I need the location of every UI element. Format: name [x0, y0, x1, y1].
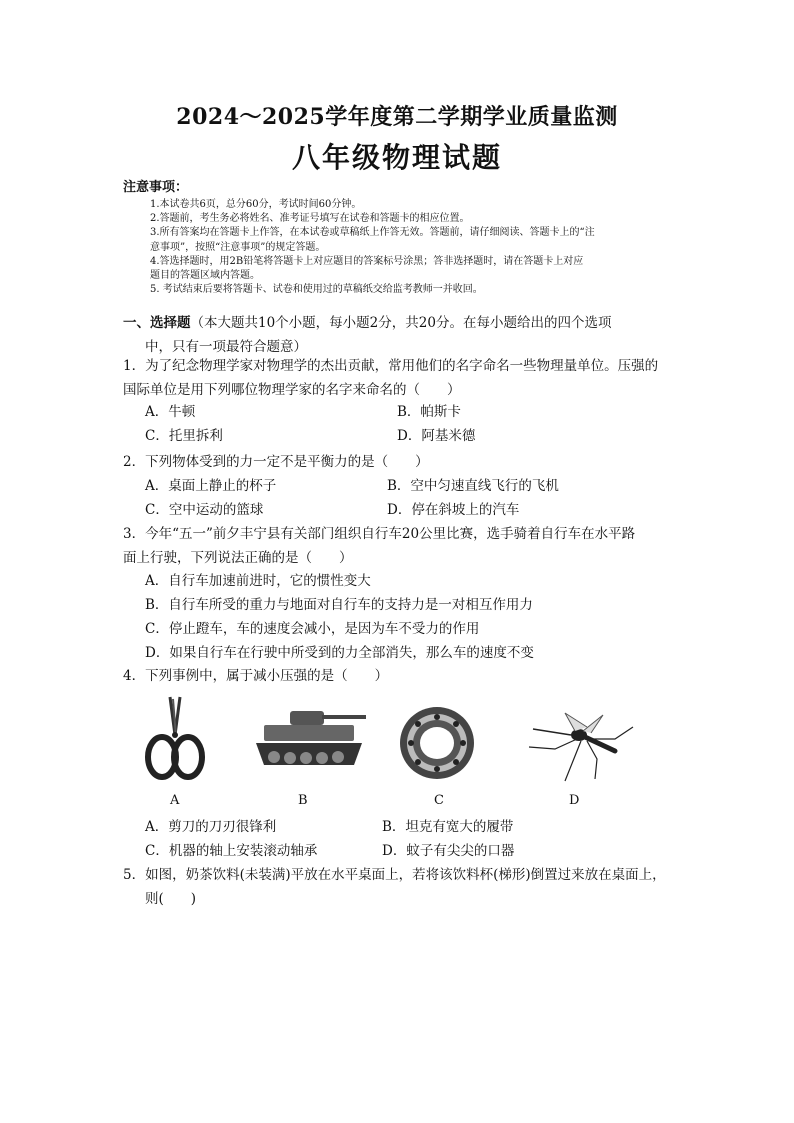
- picture-label-d: D: [569, 793, 580, 808]
- q4-option-a: A．剪刀的刀刃很锋利: [145, 819, 277, 835]
- question-1-stem: [123, 354, 683, 402]
- q4-option-b: B．坦克有宽大的履带: [382, 819, 514, 835]
- scissors-image: [140, 695, 210, 783]
- question-text: 5．如图，奶茶饮料(未装满)平放在水平桌面上，若将该饮料杯(梯形)倒置过来放在桌面上，: [123, 867, 666, 883]
- note-item: 题目的答题区域内答题。: [150, 270, 260, 282]
- q1-option-c: C．托里拆利: [145, 428, 223, 444]
- note-item: 4.答选择题时，用2B铅笔将答题卡上对应题目的答案标号涂黑；答非选择题时，请在答题卡上对应: [150, 255, 584, 267]
- question-text: 1．为了纪念物理学家对物理学的杰出贡献，常用他们的名字命名一些物理量单位。压强的: [123, 358, 659, 374]
- q2-option-b: B．空中匀速直线飞行的飞机: [387, 478, 559, 494]
- note-item: 意事项”，按照“注意事项”的规定答题。: [150, 241, 326, 253]
- q3-option-b: B．自行车所受的重力与地面对自行车的支持力是一对相互作用力: [145, 597, 533, 613]
- q3-option-a: A．自行车加速前进时，它的惯性变大: [145, 573, 371, 589]
- question-5-stem: [123, 863, 683, 911]
- q1-option-d: D．阿基米德: [397, 428, 476, 444]
- exam-title: 2024～2025学年度第二学期学业质量监测: [176, 104, 618, 130]
- question-2-stem: 2．下列物体受到的力一定不是平衡力的是（ ）: [123, 454, 429, 470]
- exam-subtitle: 八年级物理试题: [291, 141, 502, 174]
- q2-option-c: C．空中运动的篮球: [145, 502, 264, 518]
- q1-option-b: B．帕斯卡: [397, 404, 461, 420]
- q4-option-c: C．机器的轴上安装滚动轴承: [145, 843, 318, 859]
- question-4-stem: 4．下列事例中，属于减小压强的是（ ）: [123, 668, 389, 684]
- note-item: 1.本试卷共6页，总分60分，考试时间60分钟。: [150, 199, 362, 210]
- q4-option-d: D．蚊子有尖尖的口器: [382, 843, 515, 859]
- notes-heading: 注意事项：: [123, 180, 189, 195]
- picture-label-b: B: [298, 793, 308, 808]
- q2-option-a: A．桌面上静止的杯子: [145, 478, 277, 494]
- mosquito-image: [525, 705, 635, 783]
- notes-list: [150, 198, 710, 297]
- tank-image: [250, 703, 368, 775]
- section-desc-cont: 中，只有一项最符合题意）: [145, 339, 307, 355]
- q3-option-c: C．停止蹬车，车的速度会减小，是因为车不受力的作用: [145, 621, 480, 637]
- bearing-image: [396, 703, 478, 783]
- question-text: 则( ): [145, 891, 197, 907]
- section-desc: （本大题共10个小题，每小题2分，共20分。在每小题给出的四个选项: [190, 315, 612, 331]
- question-text: 国际单位是用下列哪位物理学家的名字来命名的（ ）: [123, 382, 461, 398]
- q2-option-d: D．停在斜坡上的汽车: [387, 502, 520, 518]
- picture-label-c: C: [434, 793, 444, 808]
- section-heading: [123, 311, 683, 359]
- section-label: 一、选择题: [123, 315, 191, 331]
- note-item: 5. 考试结束后要将答题卡、试卷和使用过的草稿纸交给监考教师一并收回。: [150, 284, 483, 296]
- note-item: 3.所有答案均在答题卡上作答，在本试卷或草稿纸上作答无效。答题前，请仔细阅读、答题卡上的“注: [150, 227, 595, 239]
- q3-option-d: D．如果自行车在行驶中所受到的力全部消失，那么车的速度不变: [145, 645, 534, 661]
- question-3-stem: [123, 522, 683, 570]
- question-text: 面上行驶，下列说法正确的是（ ）: [123, 550, 353, 566]
- question-text: 3．今年“五一”前夕丰宁县有关部门组织自行车20公里比赛，选手骑着自行车在水平路: [123, 526, 636, 542]
- picture-label-a: A: [170, 793, 180, 808]
- note-item: 2.答题前，考生务必将姓名、准考证号填写在试卷和答题卡的相应位置。: [150, 213, 470, 225]
- q1-option-a: A．牛顿: [145, 404, 196, 420]
